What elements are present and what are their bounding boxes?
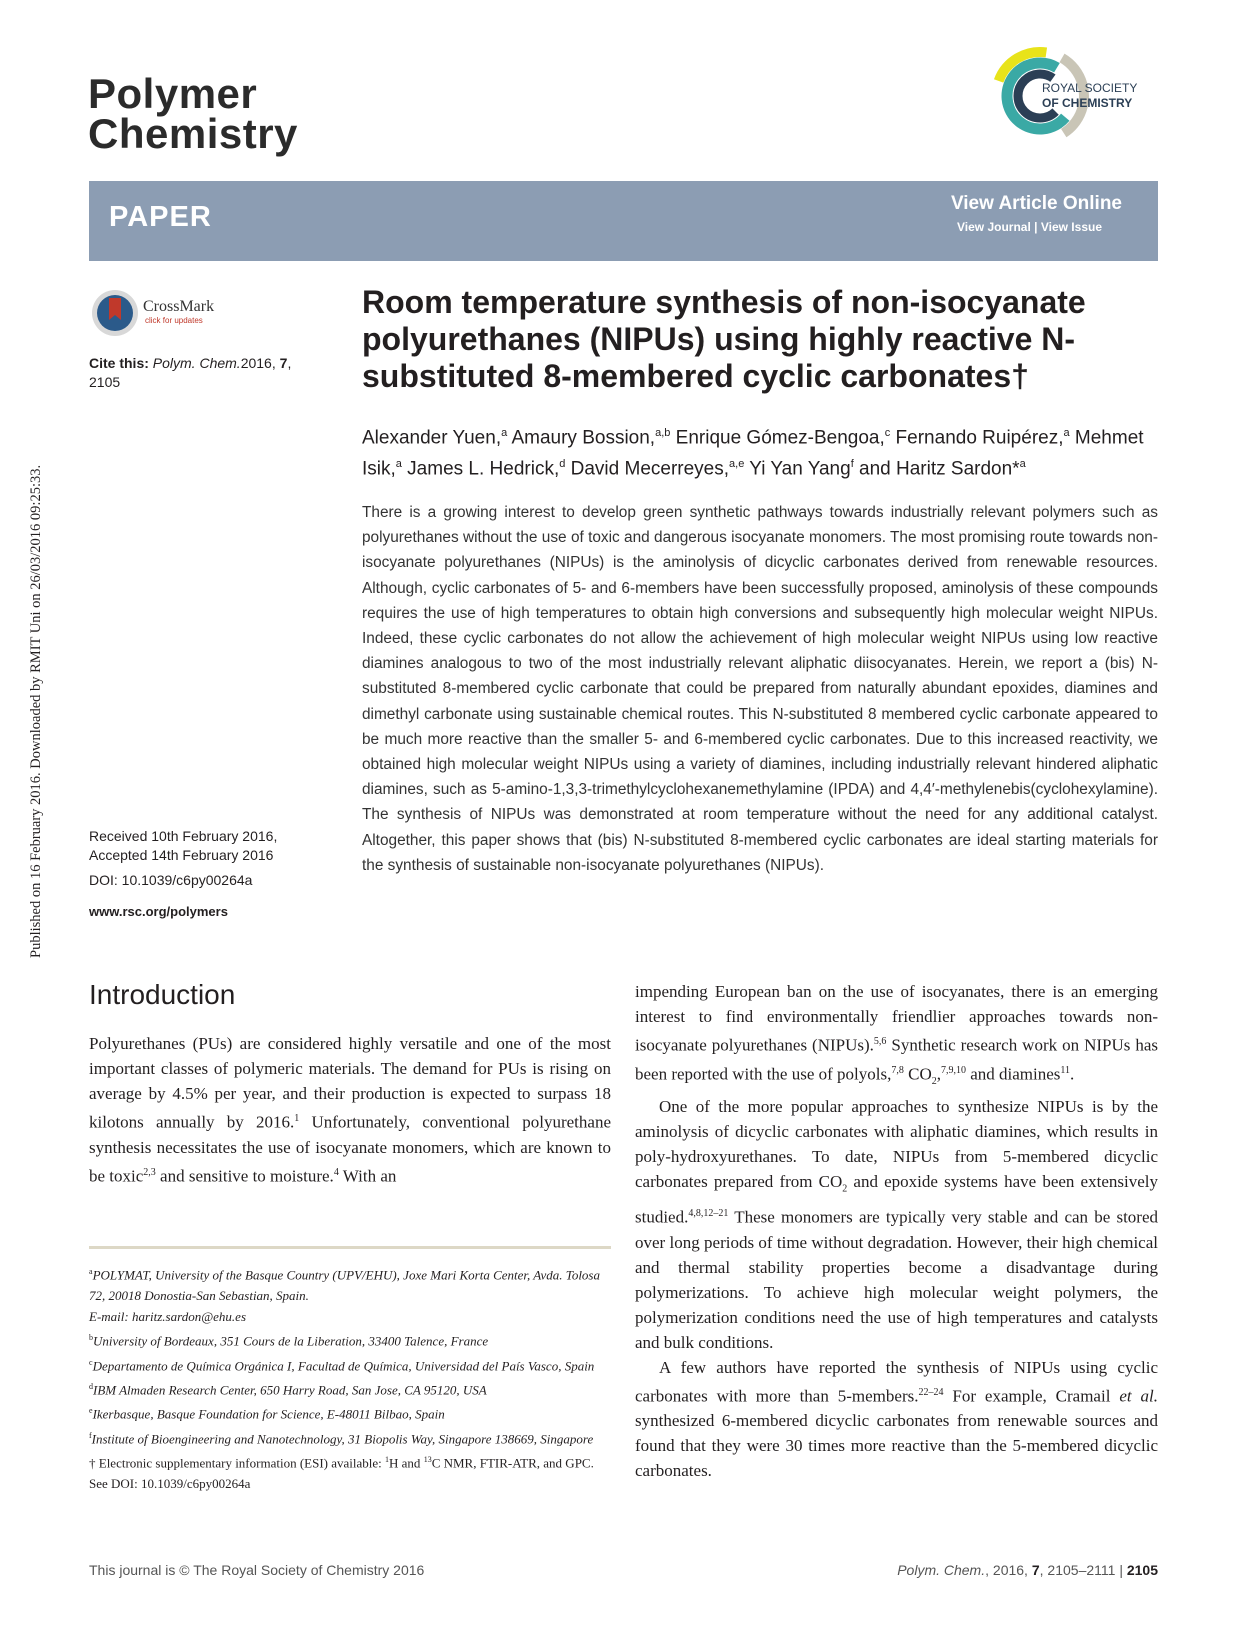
footer-citation [897, 1562, 1158, 1578]
footnote-divider [89, 1246, 611, 1249]
doi[interactable]: DOI: 10.1039/c6py00264a [89, 872, 253, 888]
accepted-date: Accepted 14th February 2016 [89, 847, 274, 863]
footnote-d: $^d$IBM Almaden Research Center, 650 Harry Road, San Jose, CA 95120, USA [89, 1381, 487, 1398]
received-dates [89, 827, 329, 865]
cite-year: 2016, [240, 355, 276, 371]
abstract: There is a growing interest to develop green synthetic pathways towards industrially relevant polymers such as polyurethanes without the use of toxic and dangerous isocyanate monomers. The most promising route towards non-isocyanate polyurethanes (NIPUs) is the aminolysis of dicyclic carbonates derived from renewable resources. Although, cyclic carbonates of 5- and 6-members have been successfully proposed, aminolysis of these compounds requires the use of high temperatures to obtain high conversions and subsequently high molecular weight NIPUs. Indeed, these cyclic carbonates do not allow the achievement of high molecular weight NIPUs using low reactive diamines analogous to two of the most industrially relevant aliphatic diisocyanates. Herein, we report a (bis) N-substituted 8-membered cyclic carbonate that could be prepared from naturally abundant epoxides, diamines and dimethyl carbonate using sustainable chemical routes. This N-substituted 8 membered cyclic carbonate appeared to be much more reactive than the smaller 5- and 6-membered cyclic carbonates. Due to this increased reactivity, we obtained high molecular weight NIPUs using a variety of diamines, including industrially relevant hindered aliphatic diamines, such as 5-amino-1,3,3-trimethylcyclohexanemethylamine (IPDA) and 4,4′-methylenebis(cyclohexylamine). The synthesis of NIPUs was demonstrated at room temperature without the need for any additional catalyst. Altogether, this paper shows that (bis) N-substituted 8-membered cyclic carbonates are ideal starting materials for the synthesis of sustainable non-isocyanate polyurethanes (NIPUs). [362, 504, 1158, 874]
journal-url[interactable]: www.rsc.org/polymers [89, 904, 228, 919]
view-journal-link[interactable]: View Journal [956, 220, 1031, 234]
intro-paragraph-2: impending European ban on the use of isocyanates, there is an emerging interest to find environmentally friendlier approaches towards non-isocyanate polyurethanes (NIPUs).$^{5,6}$ Synthetic research work on NIPUs has been reported with the use of polyols,$^{7,8}$ $CO_2,^{7,9,10}$ and diamines$^{11}$. [635, 982, 1158, 1087]
footer-volume: 7 [1031, 1562, 1040, 1578]
paper-label: PAPER [109, 201, 212, 233]
footer-copyright: This journal is © The Royal Society of Chemistry 2016 [89, 1562, 425, 1578]
footer-year: , 2016, [985, 1562, 1028, 1578]
footnote-esi: † Electronic supplementary information (ESI) available: $^1$H and $^{13}$C NMR, FTIR-ATR, and GPC. See DOI: 10.1039/c6py00264a [89, 1454, 594, 1492]
intro-paragraph-1: Polyurethanes (PUs) are considered highly versatile and one of the most important classes of polymeric materials. The demand for PUs is rising on average by 4.5% per year, and their production is expected to surpass 18 kilotons annually by 2016.$^1$ Unfortunately, conventional polyurethane synthesis necessitates the use of isocyanate monomers, which are known to be toxic$^{2,3}$ and sensitive to moisture.$^4$ With an [89, 1034, 611, 1186]
footnote-a: $^a$POLYMAT, University of the Basque Country (UPV/EHU), Joxe Mari Korta Center, Avda. Tolosa 72, 20018 Donostia-San Sebastian, Spain. [89, 1267, 600, 1304]
page-number: 2105 [1126, 1562, 1158, 1578]
footnote-f: $^f$Institute of Bioengineering and Nanotechnology, 31 Biopolis Way, Singapore 138669, Singapore [89, 1430, 594, 1446]
journal-title-line2: Chemistry [88, 110, 298, 157]
crossmark-sublabel[interactable]: click for updates [145, 316, 203, 325]
section-heading-introduction: Introduction [89, 979, 236, 1010]
view-links [957, 220, 1102, 234]
crossmark-label[interactable]: CrossMark [143, 298, 215, 315]
intro-right-column [635, 979, 1158, 1483]
article-title: Room temperature synthesis of non-isocyanate polyurethanes (NIPUs) using highly reactive N-substituted 8-membered cyclic carbonates† [362, 284, 1086, 394]
cite-journal: Polym. Chem. [152, 355, 241, 371]
received-date: Received 10th February 2016, [89, 828, 278, 844]
cite-prefix: Cite this: [89, 355, 149, 371]
intro-left-column [89, 1031, 611, 1188]
rsc-logo[interactable] [990, 44, 1160, 148]
author-list: Alexander Yuen,$^a$ Amaury Bossion,$^{a,b}$ Enrique Gómez-Bengoa,$^c$ Fernando Ruipérez,$^a$ Mehmet Isik,$^a$ James L. Hedrick,$^d$ David Mecerreyes,$^{a,e}$ Yi Yan Yang$^f$ and Haritz Sardon*$^a$ [362, 427, 1144, 480]
footer-separator: | [1119, 1562, 1123, 1578]
paper-banner [89, 181, 1158, 261]
footnote-c: $^c$Departamento de Química Orgánica I, Facultad de Química, Universidad del País Vasco, Spain [89, 1357, 595, 1373]
journal-title-line1: Polymer [88, 70, 258, 117]
footer-journal: Polym. Chem. [897, 1562, 986, 1578]
footnote-email: E-mail: haritz.sardon@ehu.es [89, 1309, 246, 1325]
view-issue-link[interactable]: View Issue [1040, 220, 1102, 234]
download-watermark-text: Published on 16 February 2016. Downloaded by RMIT Uni on 26/03/2016 09:25:33. [28, 464, 44, 958]
footnote-b: $^b$University of Bordeaux, 351 Cours de la Liberation, 33400 Talence, France [89, 1333, 489, 1349]
intro-paragraph-3: One of the more popular approaches to synthesize NIPUs is by the aminolysis of dicyclic carbonates with aliphatic diamines, which results in poly-hydroxyurethanes. To date, NIPUs from 5-membered dicyclic carbonates prepared from $CO_2$ and epoxide systems have been extensively studied.$^{4,8,12-21}$ These monomers are typically very stable and can be stored over long periods of time without degradation. However, their high chemical and thermal stability properties become a disadvantage during polymerizations. To achieve high molecular weight polymers, the polymerization conditions need the use of high temperatures and catalysts and bulk conditions. [635, 1096, 1158, 1352]
intro-paragraph-4: A few authors have reported the synthesis of NIPUs using cyclic carbonates with more than 5-members.$^{22-24}$ For example, Cramail et al. synthesized 6-membered dicyclic carbonates from renewable sources and found that they were 30 times more reactive than the 5-membered dicyclic carbonates. [635, 1357, 1158, 1481]
rsc-logo-text-1: ROYAL SOCIETY [1042, 81, 1138, 95]
link-separator: | [1034, 220, 1038, 234]
journal-title [88, 70, 298, 157]
footnotes [89, 1261, 611, 1494]
cite-volume: 7 [279, 355, 288, 371]
view-article-online-link[interactable]: View Article Online [950, 193, 1122, 214]
cite-this: Cite this: Polym. Chem.2016, 7, 2105 [89, 355, 292, 390]
download-watermark [4, 388, 44, 958]
rsc-logo-text-2: OF CHEMISTRY [1042, 96, 1133, 110]
footer-pages: , 2105–2111 [1039, 1562, 1116, 1578]
cite-page: 2105 [89, 374, 121, 390]
footnote-e: $^e$Ikerbasque, Basque Foundation for Science, E-48011 Bilbao, Spain [89, 1406, 445, 1422]
